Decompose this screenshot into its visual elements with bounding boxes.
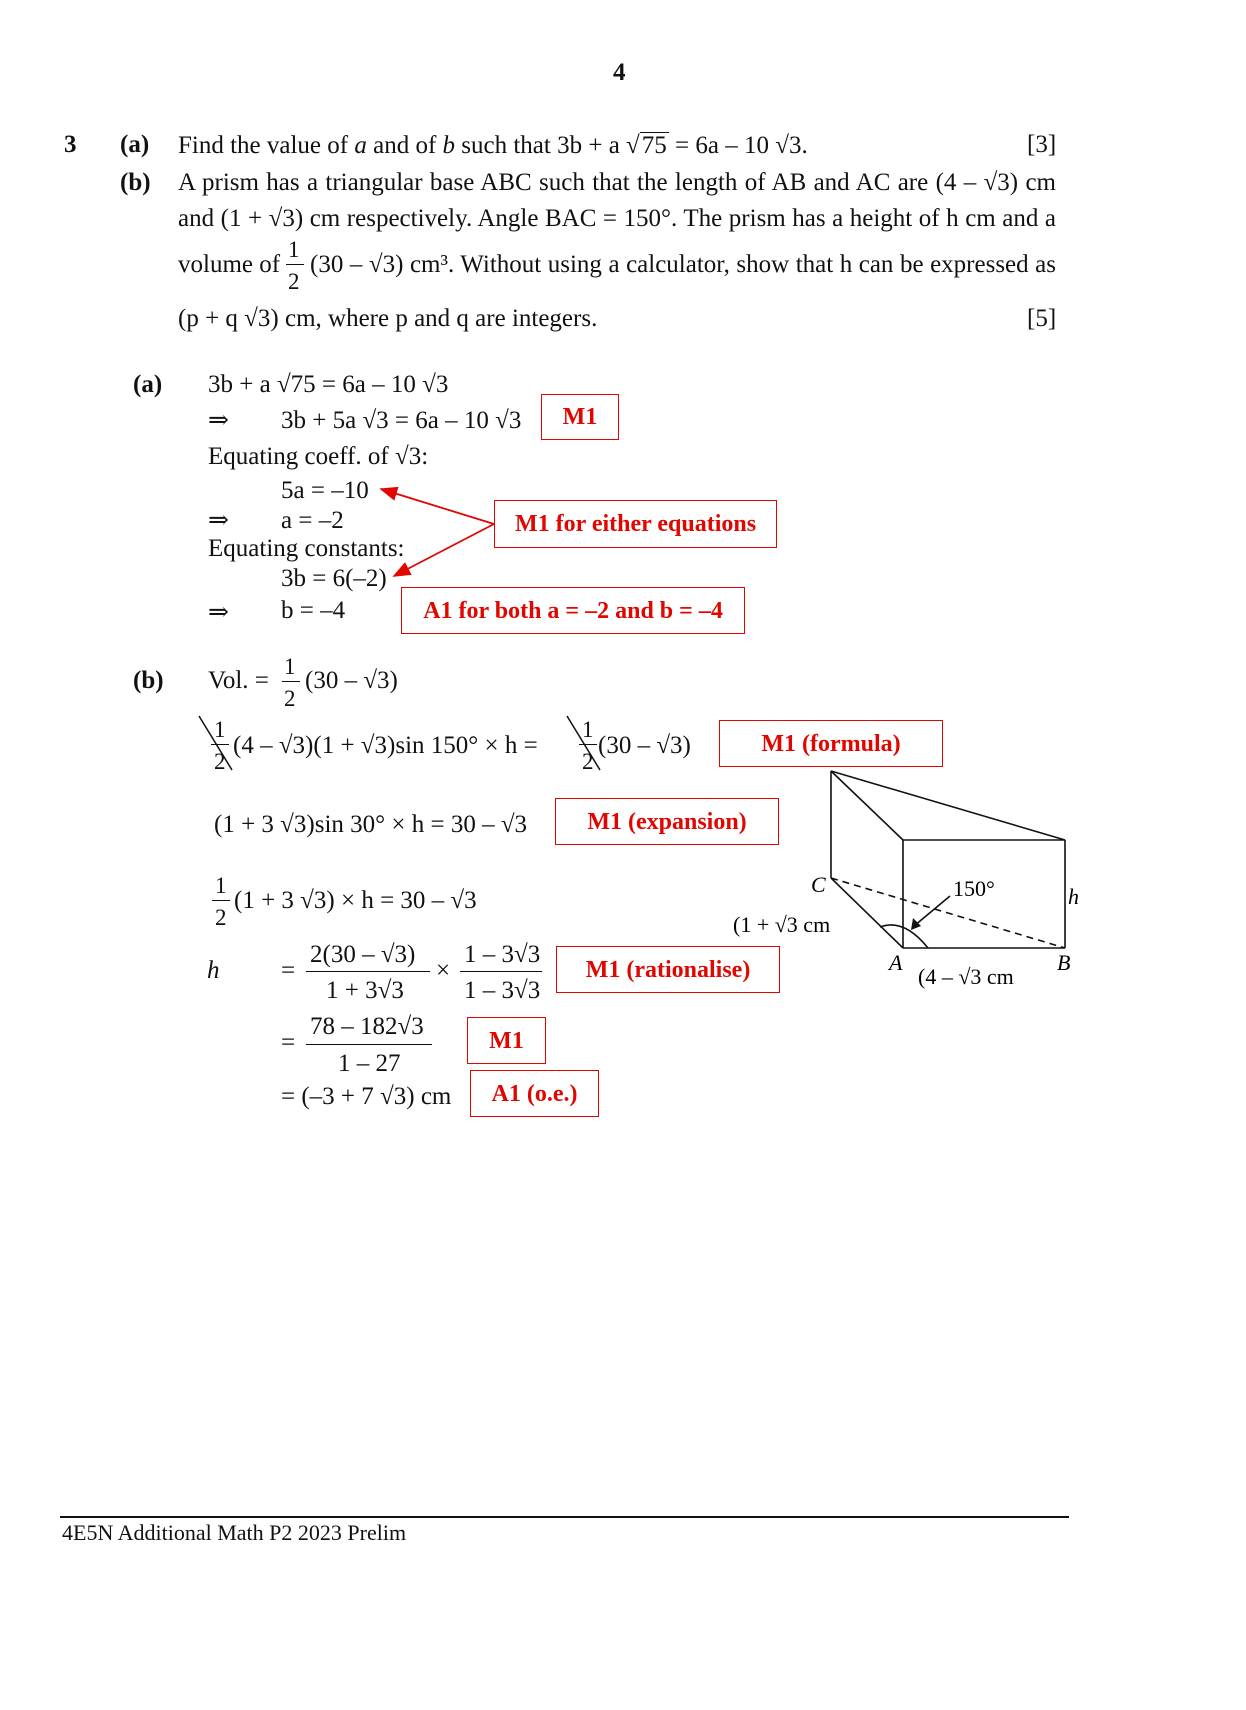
angle-pointer-arrowhead [911, 918, 921, 930]
part-b-frac-num: 1 [288, 237, 300, 262]
eq4-den2: 1 – 3√3 [464, 977, 541, 1004]
solution-a-line-2: 3b + 5a √3 = 6a – 10 √3 [281, 407, 522, 434]
eq3: (1 + 3 √3) × h = 30 – √3 [234, 887, 477, 914]
vol-rhs: (30 – √3) [305, 667, 398, 694]
solution-a-line-4: 5a = –10 [281, 477, 369, 504]
eq5-num: 78 – 182√3 [310, 1013, 424, 1040]
vertex-a-label: A [889, 950, 903, 975]
solution-a-line-8: b = –4 [281, 597, 346, 624]
solution-a-label: (a) [133, 371, 163, 398]
solution-a-line-6: Equating constants: [208, 535, 405, 562]
implies-icon: ⇒ [208, 407, 229, 434]
implies-icon: ⇒ [208, 599, 229, 626]
part-a-marks: [3] [1027, 131, 1057, 158]
eq4-equals: = [281, 957, 296, 984]
vol-half-den: 2 [284, 686, 296, 711]
eq4-num1: 2(30 – √3) [310, 941, 416, 968]
h-label: h [207, 957, 220, 984]
mark-box-m1: M1 [541, 394, 619, 440]
eq1-lhs: (4 – √3)(1 + √3)sin 150° × h = [233, 732, 538, 759]
eq1-rhs-half-den: 2 [582, 749, 594, 774]
mark-box-a1-oe: A1 (o.e.) [470, 1070, 599, 1117]
part-b-line-3-pre: volume of [178, 251, 281, 278]
angle-label: 150° [953, 876, 995, 901]
mark-box-m1-final: M1 [467, 1017, 546, 1064]
eq5-equals: = [281, 1029, 296, 1056]
part-b-label: (b) [120, 169, 151, 196]
question-number: 3 [64, 131, 77, 158]
footer-rule [60, 1516, 1069, 1518]
mark-box-either-equations: M1 for either equations [494, 500, 777, 548]
height-h-label: h [1068, 884, 1079, 909]
eq4-num2: 1 – 3√3 [464, 941, 541, 968]
vol-half-num: 1 [284, 654, 296, 679]
footer-text: 4E5N Additional Math P2 2023 Prelim [62, 1520, 407, 1545]
mark-box-formula: M1 (formula) [719, 720, 943, 767]
vertex-b-label: B [1057, 950, 1071, 975]
eq1-rhs: (30 – √3) [598, 732, 691, 759]
eq6: = (–3 + 7 √3) cm [281, 1083, 452, 1110]
mark-box-expansion: M1 (expansion) [555, 798, 779, 845]
part-b-line-1: A prism has a triangular base ABC such that the length of AB and AC are (4 – √3) cm [178, 169, 1056, 196]
eq1-half-den: 2 [214, 749, 226, 774]
solution-a-line-1: 3b + a √75 = 6a – 10 √3 [208, 371, 449, 398]
solution-a-line-7: 3b = 6(–2) [281, 565, 387, 592]
vertex-c-label: C [811, 872, 826, 897]
part-b-marks: [5] [1027, 305, 1057, 332]
eq5-den: 1 – 27 [338, 1050, 401, 1077]
implies-icon: ⇒ [208, 507, 229, 534]
eq1-rhs-half-num: 1 [582, 717, 594, 742]
mark-box-a1-both: A1 for both a = –2 and b = –4 [401, 587, 745, 634]
eq1-half-num: 1 [214, 717, 226, 742]
part-b-line-4: (p + q √3) cm, where p and q are integers. [178, 305, 598, 332]
eq3-half-num: 1 [215, 873, 227, 898]
side-ab-label: (4 – √3 cm [918, 964, 1014, 989]
part-a-text: Find the value of a and of b such that 3b + a √75 = 6a – 10 √3. [178, 132, 808, 159]
eq2: (1 + 3 √3)sin 30° × h = 30 – √3 [214, 811, 528, 838]
eq3-half-den: 2 [215, 905, 227, 930]
solution-a-line-5: a = –2 [281, 507, 344, 534]
mark-box-rationalise: M1 (rationalise) [556, 946, 780, 993]
part-b-line-2: and (1 + √3) cm respectively. Angle BAC = 150°. The prism has a height of h cm and a [178, 205, 1056, 232]
solution-b-label: (b) [133, 667, 164, 694]
vol-label: Vol. = [208, 667, 269, 694]
eq4-den1: 1 + 3√3 [326, 977, 404, 1004]
eq4-times: × [436, 957, 451, 984]
solution-a-line-3: Equating coeff. of √3: [208, 443, 429, 470]
part-b-frac-den: 2 [288, 269, 300, 294]
part-a-label: (a) [120, 131, 150, 158]
page-number: 4 [613, 59, 626, 86]
part-b-line-3-post: (30 – √3) cm³. Without using a calculator, show that h can be expressed as [310, 251, 1056, 278]
side-ac-label: (1 + √3 cm [733, 912, 831, 937]
